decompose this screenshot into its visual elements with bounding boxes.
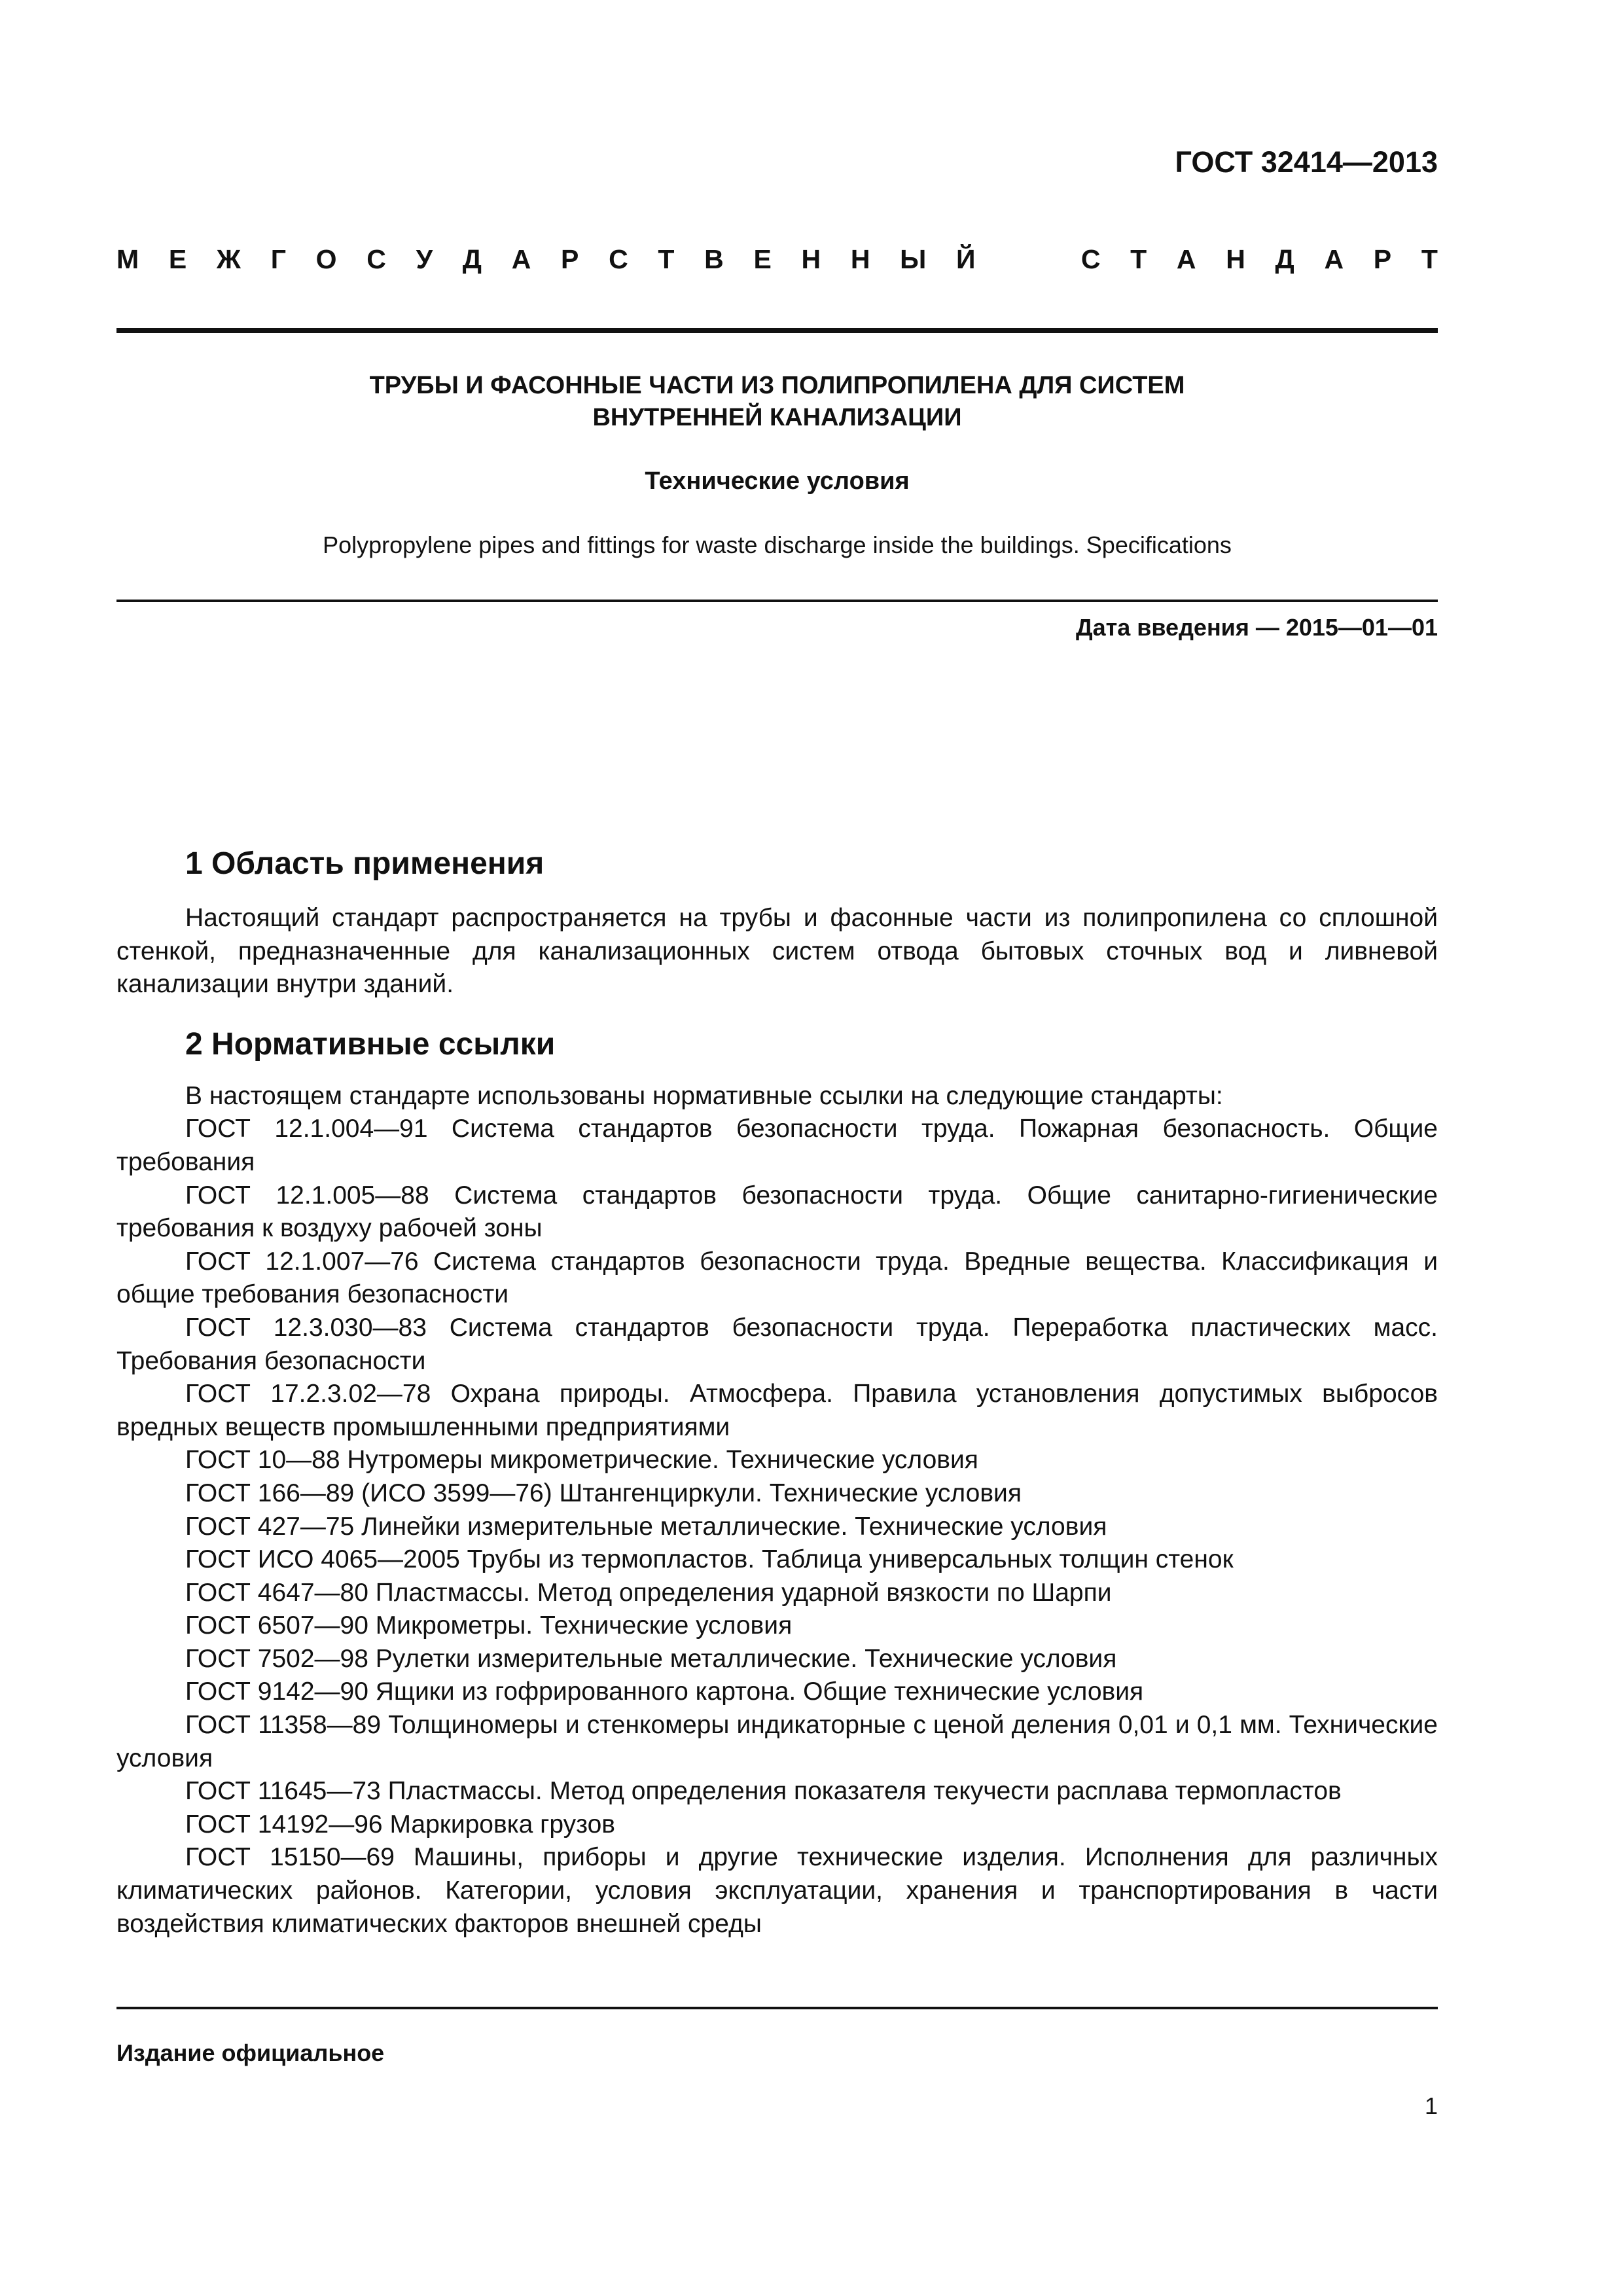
interstate-letter: Н [850, 244, 870, 274]
reference-item: ГОСТ 17.2.3.02—78 Охрана природы. Атмосфера. Правила установления допустимых выбросов вредных веществ промышленными предприятиями [116, 1380, 1438, 1441]
reference-item: ГОСТ 427—75 Линейки измерительные металлические. Технические условия [185, 1512, 1107, 1541]
title-line-1: ТРУБЫ И ФАСОННЫЕ ЧАСТИ ИЗ ПОЛИПРОПИЛЕНА ДЛЯ СИСТЕМ [369, 372, 1185, 399]
introduction-date: Дата введения — 2015—01—01 [1075, 614, 1438, 641]
section-1-heading: 1 Область применения [185, 846, 544, 881]
standard-letter: С [1080, 244, 1101, 274]
english-title: Polypropylene pipes and fittings for waste discharge inside the buildings. Specifications [323, 531, 1232, 558]
interstate-letter: Г [270, 244, 286, 274]
standard-letter: А [1176, 244, 1196, 274]
interstate-letter: Й [955, 244, 976, 274]
interstate-letter: А [511, 244, 531, 274]
interstate-standard-heading [116, 246, 1438, 273]
reference-item: ГОСТ 15150—69 Машины, приборы и другие технические изделия. Исполнения для различных климатических районов. Категории, условия эксплуатации, хранения и транспортирования в части воздействия климатических факторов внешней среды [116, 1843, 1438, 1938]
reference-item: ГОСТ 12.1.005—88 Система стандартов безопасности труда. Общие санитарно-гигиенические требования к воздуху рабочей зоны [116, 1181, 1438, 1243]
reference-item: ГОСТ 12.3.030—83 Система стандартов безопасности труда. Переработка пластических масс. Требования безопасности [116, 1313, 1438, 1375]
section-1-text: Настоящий стандарт распространяется на трубы и фасонные части из полипропилена со сплошной стенкой, предназначенные для канализационных систем отвода бытовых сточных вод и ливневой канализации внутри зданий. [116, 904, 1438, 999]
reference-item: ГОСТ ИСО 4065—2005 Трубы из термопластов. Таблица универсальных толщин стенок [185, 1545, 1234, 1574]
reference-item: ГОСТ 7502—98 Рулетки измерительные металлические. Технические условия [185, 1644, 1117, 1673]
standard-letter: Т [1130, 244, 1147, 274]
reference-item: ГОСТ 12.1.007—76 Система стандартов безопасности труда. Вредные вещества. Классификация и общие требования безопасности [116, 1247, 1438, 1309]
reference-item: ГОСТ 14192—96 Маркировка грузов [185, 1810, 615, 1839]
document-title [116, 370, 1438, 434]
official-edition-label: Издание официальное [116, 2039, 385, 2066]
interstate-letter: Н [801, 244, 821, 274]
interstate-letter: Р [561, 244, 579, 274]
interstate-letter: В [704, 244, 724, 274]
footer-divider [116, 2007, 1438, 2009]
gost-number: ГОСТ 32414—2013 [1175, 145, 1438, 179]
reference-item: ГОСТ 11645—73 Пластмассы. Метод определения показателя текучести расплава термопластов [185, 1777, 1342, 1806]
document-subtitle: Технические условия [645, 467, 910, 495]
standard-letter: Д [1275, 244, 1294, 274]
interstate-letter: С [366, 244, 386, 274]
interstate-letter: Д [462, 244, 482, 274]
word-gap [1005, 246, 1051, 273]
reference-item: ГОСТ 12.1.004—91 Система стандартов безопасности труда. Пожарная безопасность. Общие требования [116, 1115, 1438, 1176]
reference-item: ГОСТ 9142—90 Ящики из гофрированного картона. Общие технические условия [185, 1677, 1144, 1706]
standard-letter: Р [1373, 244, 1392, 274]
reference-item: ГОСТ 11358—89 Толщиномеры и стенкомеры индикаторные с ценой деления 0,01 и 0,1 мм. Технические условия [116, 1711, 1438, 1772]
reference-item: ГОСТ 10—88 Нутромеры микрометрические. Технические условия [185, 1446, 978, 1475]
reference-item: ГОСТ 6507—90 Микрометры. Технические условия [185, 1611, 793, 1640]
interstate-letter: Е [753, 244, 772, 274]
interstate-letter: С [609, 244, 628, 274]
document-body [116, 844, 1438, 1941]
interstate-letter: Е [168, 244, 187, 274]
interstate-letter: Ы [900, 244, 927, 274]
standard-letter: Т [1421, 244, 1438, 274]
references-intro: В настоящем стандарте использованы нормативные ссылки на следующие стандарты: [185, 1081, 1223, 1110]
interstate-letter: Т [658, 244, 675, 274]
reference-item: ГОСТ 166—89 (ИСО 3599—76) Штангенциркули. Технические условия [185, 1479, 1022, 1507]
interstate-letter: М [116, 244, 139, 274]
page-number: 1 [1424, 2092, 1438, 2119]
header-divider [116, 328, 1438, 333]
section-2-heading: 2 Нормативные ссылки [185, 1026, 556, 1062]
standard-letter: Н [1226, 244, 1245, 274]
standard-letter: А [1324, 244, 1344, 274]
reference-item: ГОСТ 4647—80 Пластмассы. Метод определения ударной вязкости по Шарпи [185, 1578, 1112, 1607]
title-line-2: ВНУТРЕННЕЙ КАНАЛИЗАЦИИ [592, 404, 962, 431]
title-divider [116, 600, 1438, 602]
interstate-letter: О [315, 244, 337, 274]
interstate-letter: Ж [216, 244, 241, 274]
interstate-letter: У [416, 244, 433, 274]
